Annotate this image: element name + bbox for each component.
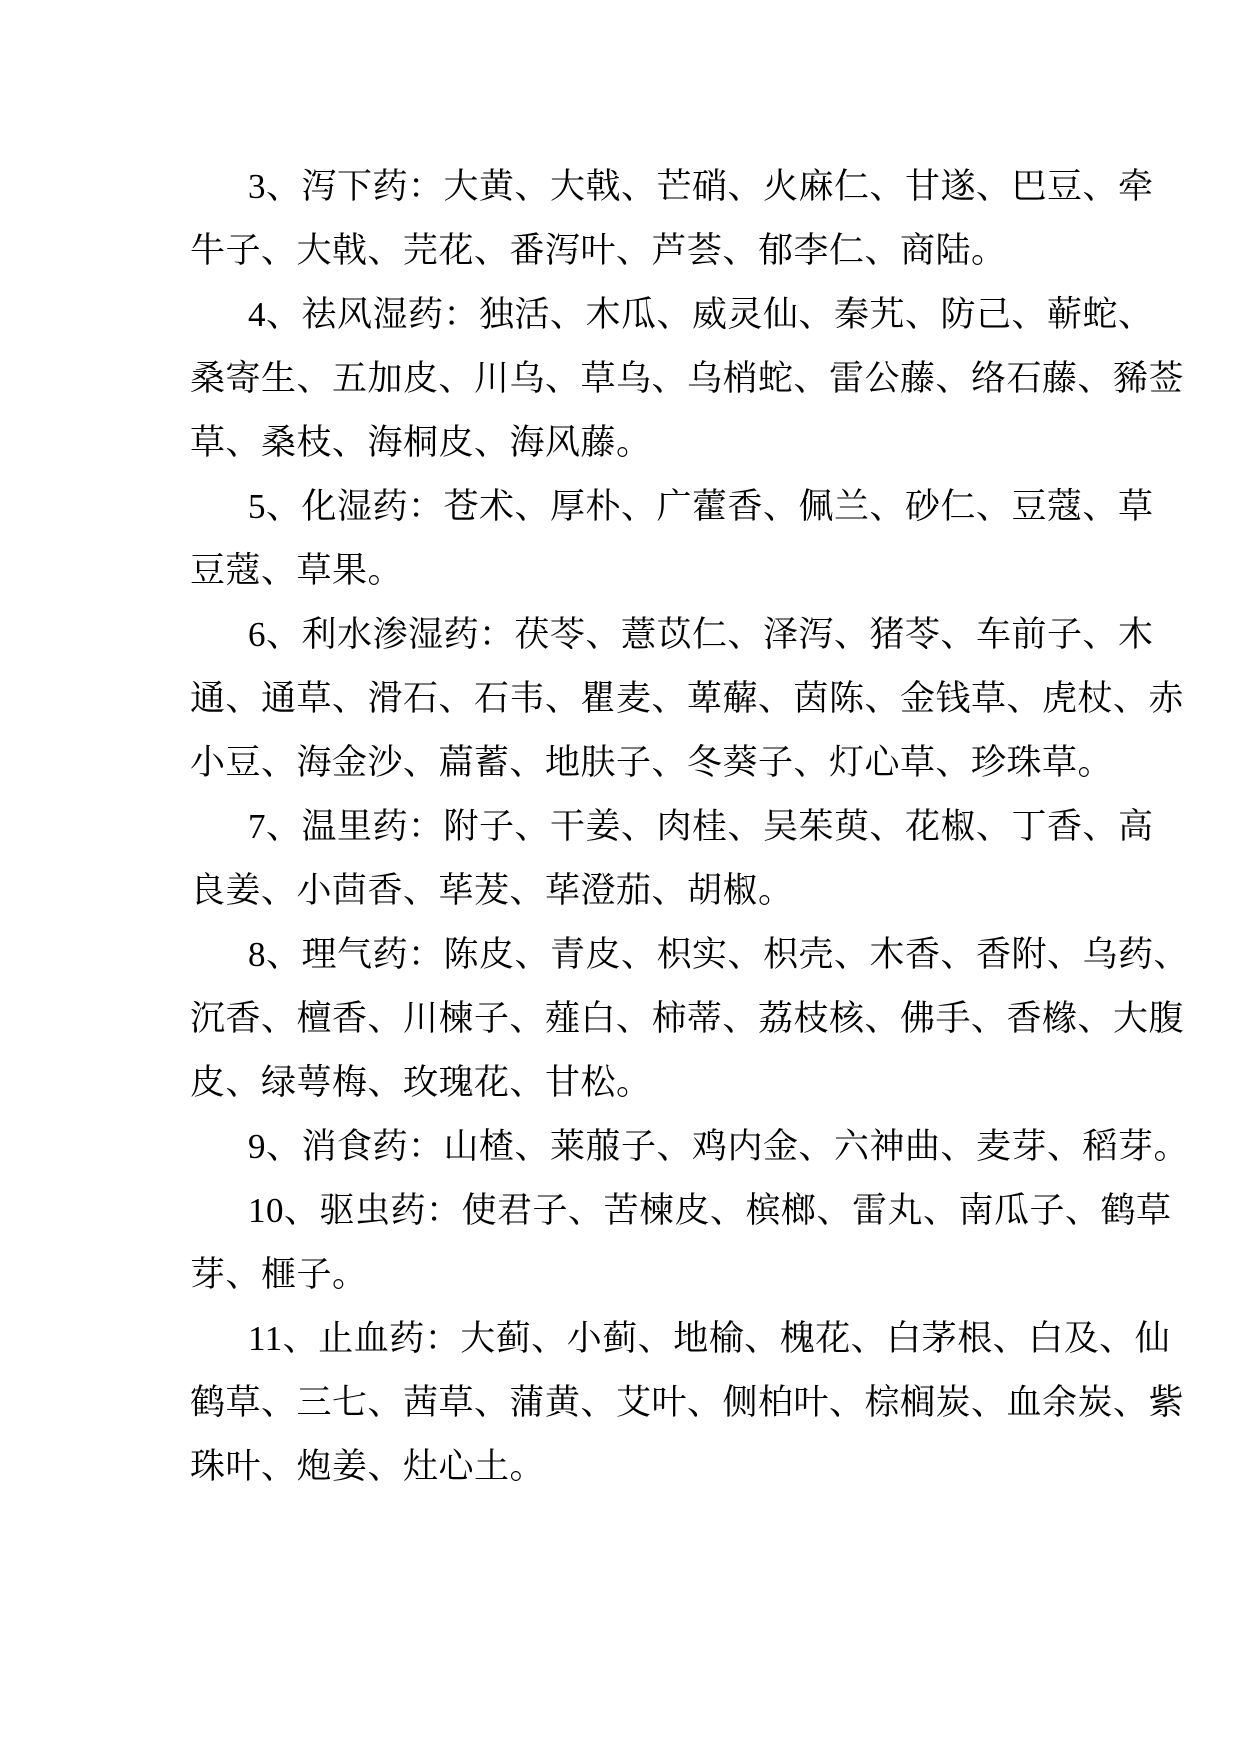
paragraph-qufengshiyao	[190, 283, 1185, 475]
text-line: 皮、绿萼梅、玫瑰花、甘松。	[190, 1063, 652, 1102]
paragraph-liqiyao	[190, 923, 1190, 1115]
text-line: 沉香、檀香、川楝子、薤白、柿蒂、荔枝核、佛手、香橼、大腹	[190, 999, 1185, 1038]
text-line: 珠叶、炮姜、灶心土。	[190, 1447, 546, 1486]
text-line: 良姜、小茴香、荜茇、荜澄茄、胡椒。	[190, 871, 794, 910]
text-line: 7、温里药：附子、干姜、肉桂、吴茱萸、花椒、丁香、高	[248, 807, 1154, 846]
paragraph-quchongyao	[190, 1179, 1172, 1307]
text-line: 8、理气药：陈皮、青皮、枳实、枳壳、木香、香附、乌药、	[248, 935, 1190, 974]
text-line: 草、桑枝、海桐皮、海风藤。	[190, 423, 652, 462]
text-line: 6、利水渗湿药：茯苓、薏苡仁、泽泻、猪苓、车前子、木	[248, 615, 1154, 654]
text-line: 9、消食药：山楂、莱菔子、鸡内金、六神曲、麦芽、稻芽。	[248, 1127, 1190, 1166]
text-line: 鹤草、三七、茜草、蒲黄、艾叶、侧柏叶、棕榈炭、血余炭、紫	[190, 1383, 1185, 1422]
text-line: 3、泻下药：大黄、大戟、芒硝、火麻仁、甘遂、巴豆、牵	[248, 167, 1154, 206]
text-line: 小豆、海金沙、萹蓄、地肤子、冬葵子、灯心草、珍珠草。	[190, 743, 1114, 782]
document-text-block	[190, 155, 1190, 1499]
paragraph-wenliyao	[190, 795, 1154, 923]
paragraph-xiaoshiyao	[190, 1115, 1190, 1179]
text-line: 芽、榧子。	[190, 1255, 368, 1294]
paragraph-lishuishenshiyao	[190, 603, 1185, 795]
text-line: 5、化湿药：苍术、厚朴、广藿香、佩兰、砂仁、豆蔻、草	[248, 487, 1154, 526]
text-line: 通、通草、滑石、石韦、瞿麦、萆薢、茵陈、金钱草、虎杖、赤	[190, 679, 1185, 718]
paragraph-huashiyao	[190, 475, 1154, 603]
text-line: 11、止血药：大蓟、小蓟、地榆、槐花、白茅根、白及、仙	[248, 1319, 1171, 1358]
text-line: 桑寄生、五加皮、川乌、草乌、乌梢蛇、雷公藤、络石藤、豨莶	[190, 359, 1185, 398]
text-line: 10、驱虫药：使君子、苦楝皮、槟榔、雷丸、南瓜子、鹤草	[248, 1191, 1172, 1230]
paragraph-zhixueyao	[190, 1307, 1185, 1499]
text-line: 4、祛风湿药：独活、木瓜、威灵仙、秦艽、防己、蕲蛇、	[248, 295, 1154, 334]
text-line: 牛子、大戟、芫花、番泻叶、芦荟、郁李仁、商陆。	[190, 231, 1007, 270]
paragraph-xiexiayao	[190, 155, 1154, 283]
text-line: 豆蔻、草果。	[190, 551, 404, 590]
